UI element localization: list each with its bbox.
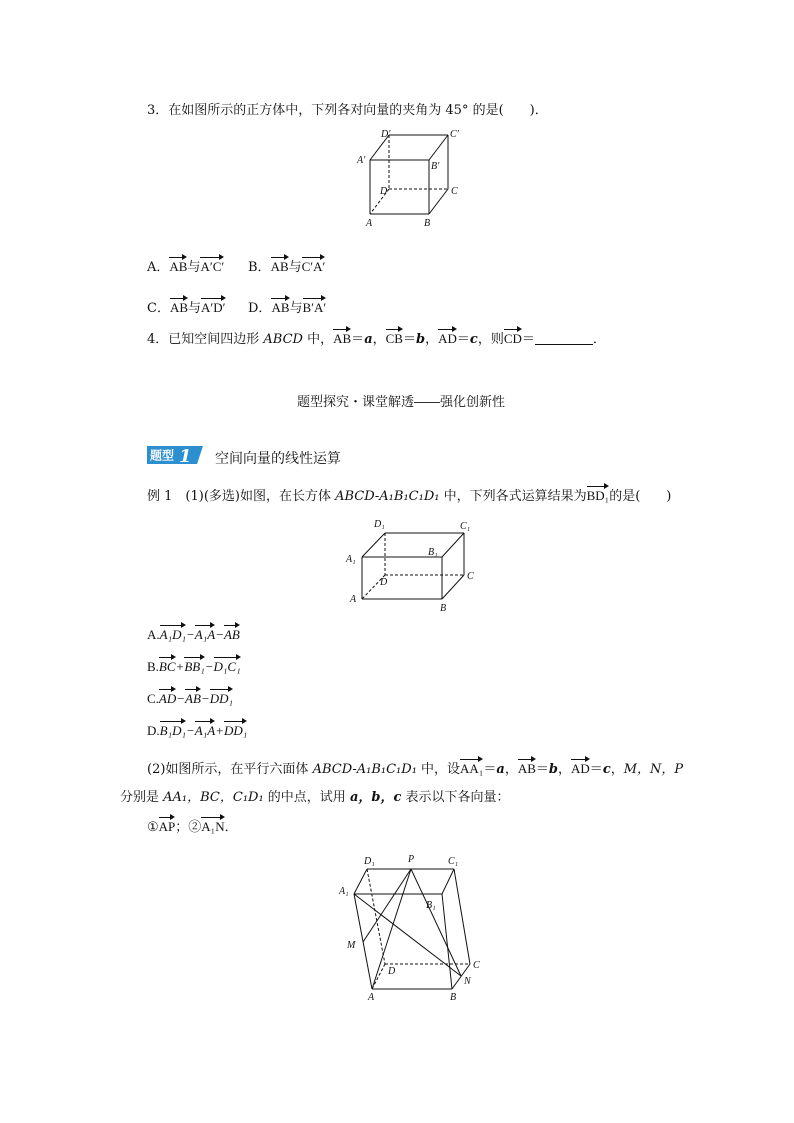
para-label-d1: D₁ [364,856,375,867]
section-heading: 题型探究・课堂解透——强化创新性 [297,394,506,409]
cuboid-label-b: B [440,603,447,614]
q3-stem: 3．在如图所示的正方体中，下列各对向量的夹角为 45° 的是( )． [147,103,548,118]
para-label-p: P [408,854,415,865]
cube-label-c1: C′ [450,129,459,140]
para-label-d: D [388,966,396,977]
cuboid-label-a1: A₁ [346,554,356,565]
ex1-part2-line2: 分别是 AA₁，BC，C₁D₁ 的中点，试用 a，b，c 表示以下各向量： [120,790,510,805]
topic-badge [147,446,203,464]
ex1-option-a: A.A₁D₁−A₁A−AB [147,622,240,643]
para-label-m: M [347,940,356,951]
svg-text:1: 1 [179,446,192,464]
ex1-part1-stem: 例 1 (1)(多选)如图，在长方体 ABCD-A₁B₁C₁D₁ 中，下列各式运算结果为BD₁的是( ) [147,483,671,504]
q4-stem: 4．已知空间四边形 ABCD 中，AB＝a，CB＝b，AD＝c，则CD＝ ． [147,326,606,347]
ex1-option-d: D.B₁D₁−A₁A+DD₁ [147,718,247,739]
cube-label-d1: D′ [381,129,391,140]
answer-blank [535,332,593,345]
ex1-option-b: B.BC+BB₁−D₁C₁ [147,654,241,675]
svg-text:题型: 题型 [150,448,175,463]
q3-option-c: C．AB与A′D′ [147,295,226,316]
para-label-b: B [450,992,457,1002]
cuboid-figure [340,515,480,615]
para-label-a: A [368,992,375,1002]
para-label-c: C [473,960,480,971]
cuboid-label-a: A [350,594,357,605]
cuboid-label-d: D [380,577,388,588]
q3-option-d: D．AB与B′A′ [248,295,326,316]
q3-option-b: B．AB与C′A′ [248,254,325,275]
cuboid-label-d1: D₁ [374,519,385,530]
cube-label-a: A [366,218,373,229]
cube-label-b1: B′ [431,161,440,172]
parallelepiped-figure [330,852,490,1002]
cube-figure [352,126,464,232]
cube-label-b: B [424,218,431,229]
ex1-part2-line1: (2)如图所示，在平行六面体 ABCD-A₁B₁C₁D₁ 中，设AA₁＝a，AB＝b，AD＝c，M，N，P [147,756,683,777]
topic-title: 空间向量的线性运算 [215,451,341,467]
ex1-part2-line3: ①AP；②A₁N． [147,814,238,835]
para-label-n: N [464,976,471,987]
cube-label-a1: A′ [357,155,366,166]
cube-label-d: D [380,186,388,197]
ex1-option-c: C.AD−AB−DD₁ [147,686,233,707]
para-label-a1: A₁ [339,886,349,897]
q3-option-a: A．AB与A′C′ [147,254,224,275]
para-label-b1: B₁ [426,900,436,911]
cuboid-label-c1: C₁ [460,521,471,532]
cuboid-label-b1: B₁ [428,547,438,558]
cuboid-label-c: C [467,571,474,582]
para-label-c1: C₁ [448,856,459,867]
cube-label-c: C [451,186,458,197]
